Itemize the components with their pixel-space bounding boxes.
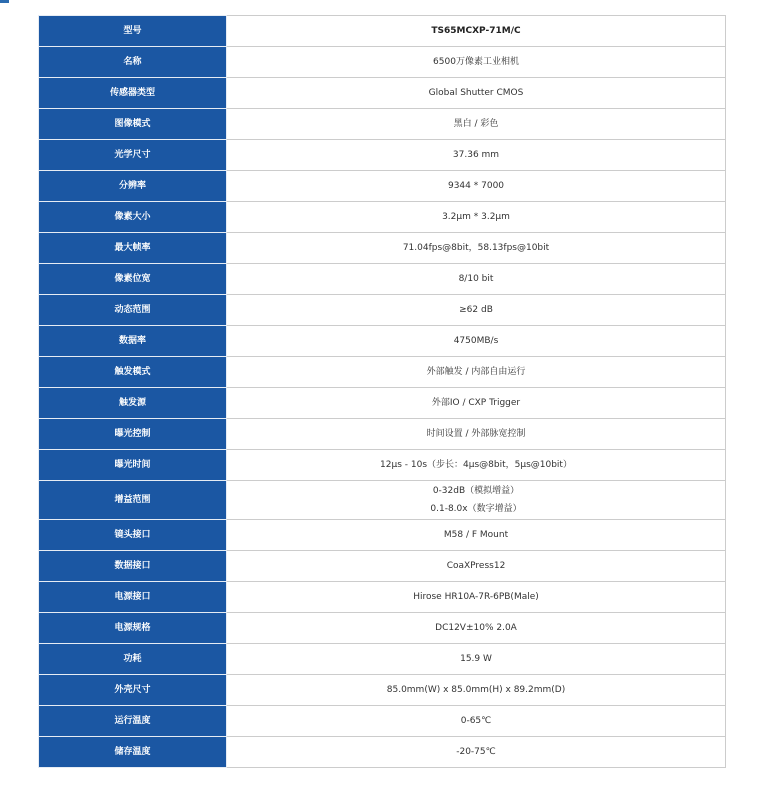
spec-value: 15.9 W: [227, 644, 726, 675]
spec-value-line: 0.1-8.0x（数字增益）: [430, 504, 522, 514]
spec-value: 71.04fps@8bit，58.13fps@10bit: [227, 233, 726, 264]
spec-label: 储存温度: [39, 737, 227, 768]
spec-row-operating-temperature: [39, 706, 726, 737]
spec-label: 动态范围: [39, 295, 227, 326]
spec-value: 外部触发 / 内部自由运行: [227, 357, 726, 388]
spec-value-line: 0-32dB（模拟增益）: [432, 486, 520, 496]
spec-label: 功耗: [39, 644, 227, 675]
spec-label: 最大帧率: [39, 233, 227, 264]
spec-value: 12μs - 10s（步长：4μs@8bit，5μs@10bit）: [227, 450, 726, 481]
spec-row-lens-mount: [39, 520, 726, 551]
spec-value: 时间设置 / 外部脉宽控制: [227, 419, 726, 450]
spec-value: 黑白 / 彩色: [227, 109, 726, 140]
spec-value: ≥62 dB: [227, 295, 726, 326]
spec-row-model: [39, 16, 726, 47]
spec-label: 触发模式: [39, 357, 227, 388]
spec-row-trigger-source: [39, 388, 726, 419]
spec-label: 型号: [39, 16, 227, 47]
spec-label: 增益范围: [39, 481, 227, 520]
spec-label: 图像模式: [39, 109, 227, 140]
spec-row-data-interface: [39, 551, 726, 582]
spec-label: 数据率: [39, 326, 227, 357]
spec-value: 9344 * 7000: [227, 171, 726, 202]
spec-row-exposure-time: [39, 450, 726, 481]
spec-row-power-consumption: [39, 644, 726, 675]
top-accent-bar: [0, 0, 9, 3]
spec-value: M58 / F Mount: [227, 520, 726, 551]
spec-label: 分辨率: [39, 171, 227, 202]
spec-value: 3.2μm * 3.2μm: [227, 202, 726, 233]
spec-label: 镜头接口: [39, 520, 227, 551]
spec-label: 名称: [39, 47, 227, 78]
spec-label: 曝光时间: [39, 450, 227, 481]
spec-row-image-mode: [39, 109, 726, 140]
spec-value: Global Shutter CMOS: [227, 78, 726, 109]
spec-row-power-connector: [39, 582, 726, 613]
spec-value: 6500万像素工业相机: [227, 47, 726, 78]
spec-label: 触发源: [39, 388, 227, 419]
spec-row-max-frame-rate: [39, 233, 726, 264]
spec-value: 37.36 mm: [227, 140, 726, 171]
spec-value: CoaXPress12: [227, 551, 726, 582]
spec-row-sensor-type: [39, 78, 726, 109]
spec-label: 像素位宽: [39, 264, 227, 295]
spec-row-name: [39, 47, 726, 78]
spec-label: 曝光控制: [39, 419, 227, 450]
spec-row-dynamic-range: [39, 295, 726, 326]
spec-label: 运行温度: [39, 706, 227, 737]
spec-value: DC12V±10% 2.0A: [227, 613, 726, 644]
spec-row-resolution: [39, 171, 726, 202]
spec-row-storage-temperature: [39, 737, 726, 768]
spec-value: 0-65℃: [227, 706, 726, 737]
spec-row-optical-size: [39, 140, 726, 171]
spec-value: Hirose HR10A-7R-6PB(Male): [227, 582, 726, 613]
spec-value: 85.0mm(W) x 85.0mm(H) x 89.2mm(D): [227, 675, 726, 706]
spec-label: 传感器类型: [39, 78, 227, 109]
spec-table: [38, 15, 726, 768]
spec-value: TS65MCXP-71M/C: [227, 16, 726, 47]
spec-label: 像素大小: [39, 202, 227, 233]
spec-value: 外部IO / CXP Trigger: [227, 388, 726, 419]
spec-label: 光学尺寸: [39, 140, 227, 171]
spec-row-data-rate: [39, 326, 726, 357]
spec-label: 数据接口: [39, 551, 227, 582]
spec-row-housing-dimensions: [39, 675, 726, 706]
spec-value: -20-75℃: [227, 737, 726, 768]
spec-label: 电源规格: [39, 613, 227, 644]
spec-label: 电源接口: [39, 582, 227, 613]
spec-row-pixel-bit-depth: [39, 264, 726, 295]
spec-value: 4750MB/s: [227, 326, 726, 357]
spec-row-power-spec: [39, 613, 726, 644]
spec-value: [227, 481, 726, 520]
spec-row-gain-range: [39, 481, 726, 520]
spec-label: 外壳尺寸: [39, 675, 227, 706]
spec-value: 8/10 bit: [227, 264, 726, 295]
spec-row-pixel-size: [39, 202, 726, 233]
spec-row-exposure-control: [39, 419, 726, 450]
spec-row-trigger-mode: [39, 357, 726, 388]
